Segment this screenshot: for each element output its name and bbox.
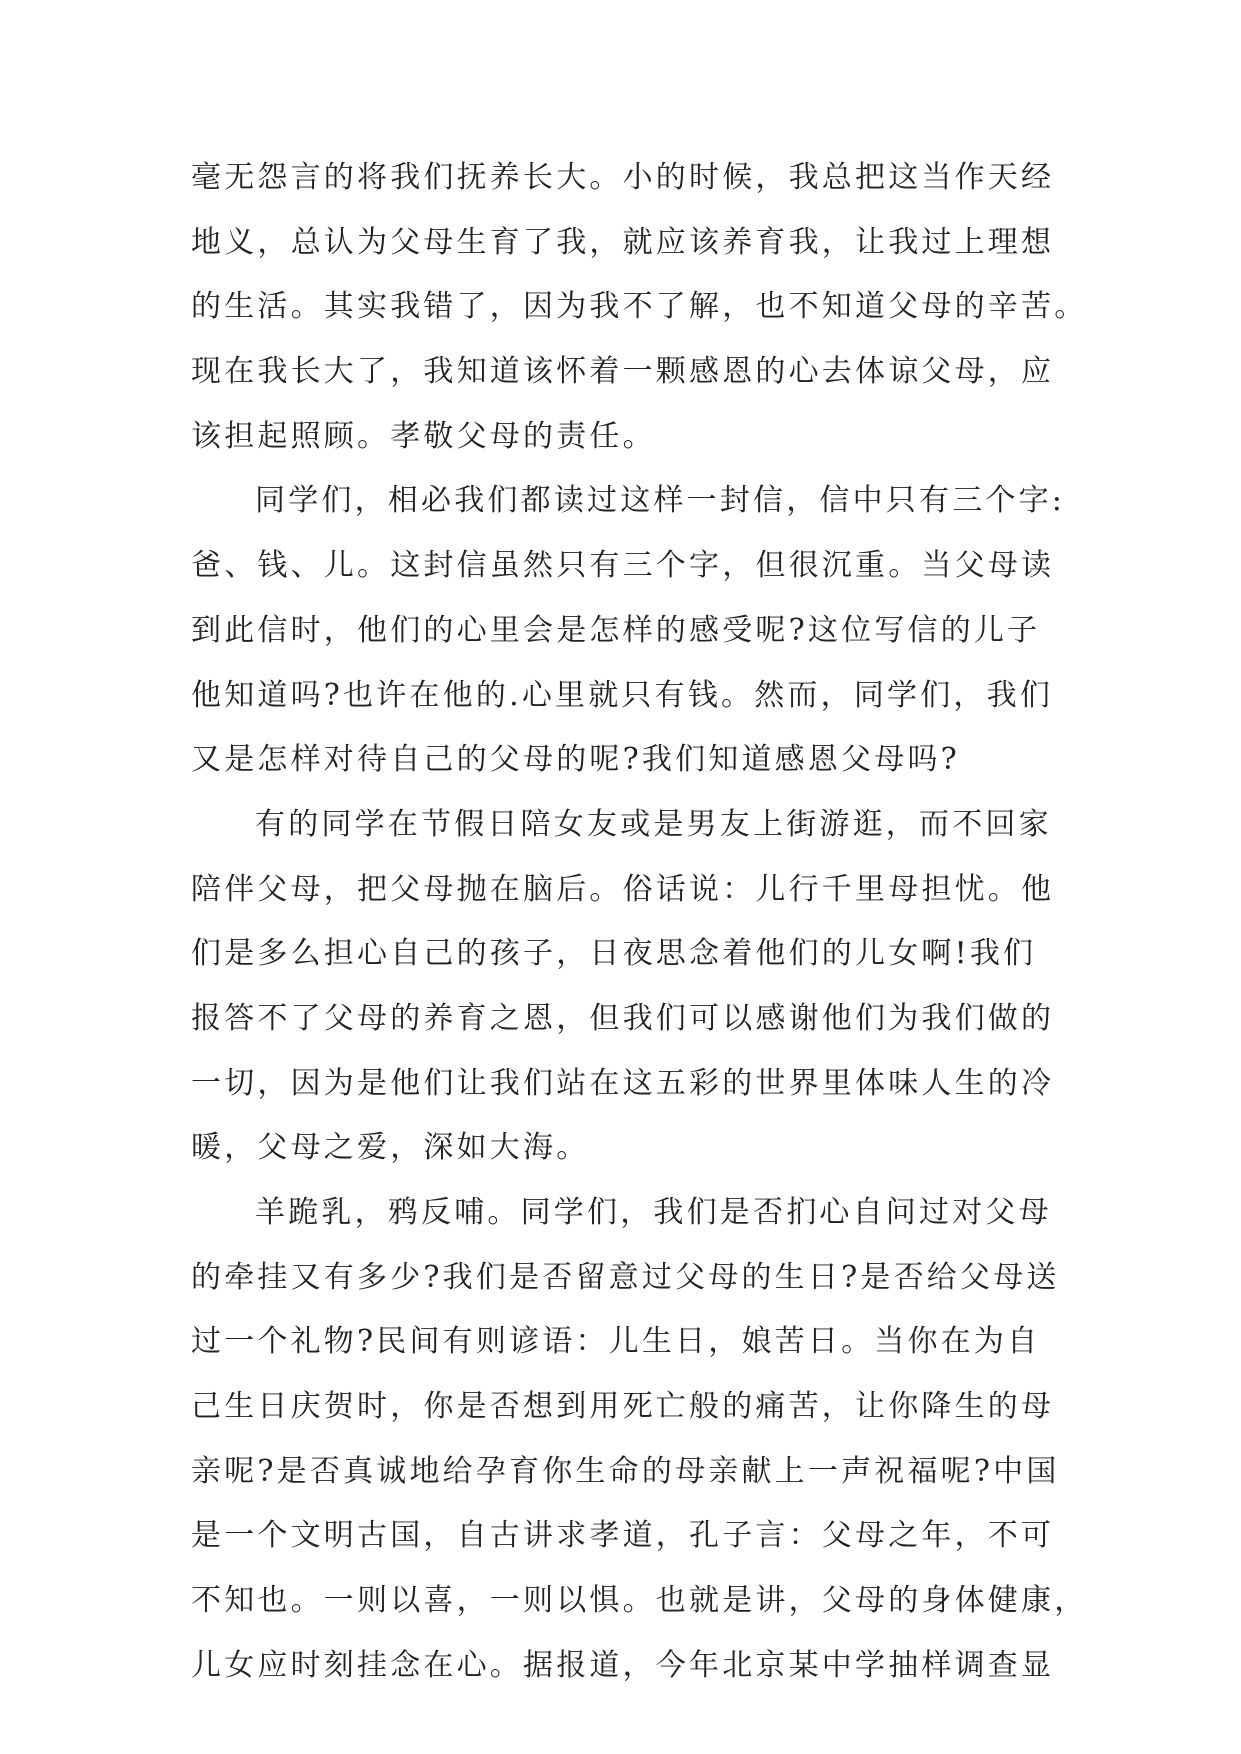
text-line: 们是多么担心自己的孩子，日夜思念着他们的儿女啊!我们 bbox=[191, 936, 1037, 972]
text-line: 的生活。其实我错了，因为我不了解，也不知道父母的辛苦。 bbox=[191, 289, 1088, 325]
text-line: 己生日庆贺时，你是否想到用死亡般的痛苦，让你降生的母 bbox=[191, 1389, 1055, 1425]
text-line: 该担起照顾。孝敬父母的责任。 bbox=[191, 418, 656, 454]
text-line: 报答不了父母的养育之恩，但我们可以感谢他们为我们做的 bbox=[191, 1000, 1055, 1036]
text-line: 暖，父母之爱，深如大海。 bbox=[191, 1130, 590, 1166]
text-line: 一切，因为是他们让我们站在这五彩的世界里体味人生的冷 bbox=[191, 1065, 1055, 1101]
text-line: 到此信时，他们的心里会是怎样的感受呢?这位写信的儿子 bbox=[191, 612, 1041, 648]
text-line: 现在我长大了，我知道该怀着一颗感恩的心去体谅父母，应 bbox=[191, 354, 1055, 390]
text-line: 过一个礼物?民间有则谚语：儿生日，娘苦日。当你在为自 bbox=[191, 1324, 1041, 1360]
text-line: 不知也。一则以喜，一则以惧。也就是讲，父母的身体健康， bbox=[191, 1583, 1088, 1619]
text-line: 的牵挂又有多少?我们是否留意过父母的生日?是否给父母送 bbox=[191, 1259, 1060, 1295]
text-line: 地义，总认为父母生育了我，就应该养育我，让我过上理想 bbox=[191, 224, 1055, 260]
text-line: 陪伴父母，把父母抛在脑后。俗话说：儿行千里母担忧。他 bbox=[191, 871, 1055, 907]
paragraph-start-line: 同学们，相必我们都读过这样一封信，信中只有三个字: bbox=[255, 483, 1066, 519]
text-line: 儿女应时刻挂念在心。据报道，今年北京某中学抽样调查显 bbox=[191, 1647, 1055, 1683]
text-line: 爸、钱、儿。这封信虽然只有三个字，但很沉重。当父母读 bbox=[191, 548, 1055, 584]
paragraph-start-line: 有的同学在节假日陪女友或是男友上街游逛，而不回家 bbox=[255, 806, 1052, 842]
document-body bbox=[191, 146, 1088, 1699]
text-line: 毫无怨言的将我们抚养长大。小的时候，我总把这当作天经 bbox=[191, 160, 1055, 195]
text-line: 又是怎样对待自己的父母的呢?我们知道感恩父母吗? bbox=[191, 742, 960, 778]
text-line: 是一个文明古国，自古讲求孝道，孔子言：父母之年，不可 bbox=[191, 1518, 1055, 1554]
text-line: 亲呢?是否真诚地给孕育你生命的母亲献上一声祝福呢?中国 bbox=[191, 1453, 1060, 1489]
paragraph-start-line: 羊跪乳，鸦反哺。同学们，我们是否扪心自问过对父母 bbox=[255, 1195, 1052, 1230]
text-line: 他知道吗?也许在他的.心里就只有钱。然而，同学们，我们 bbox=[191, 677, 1054, 713]
